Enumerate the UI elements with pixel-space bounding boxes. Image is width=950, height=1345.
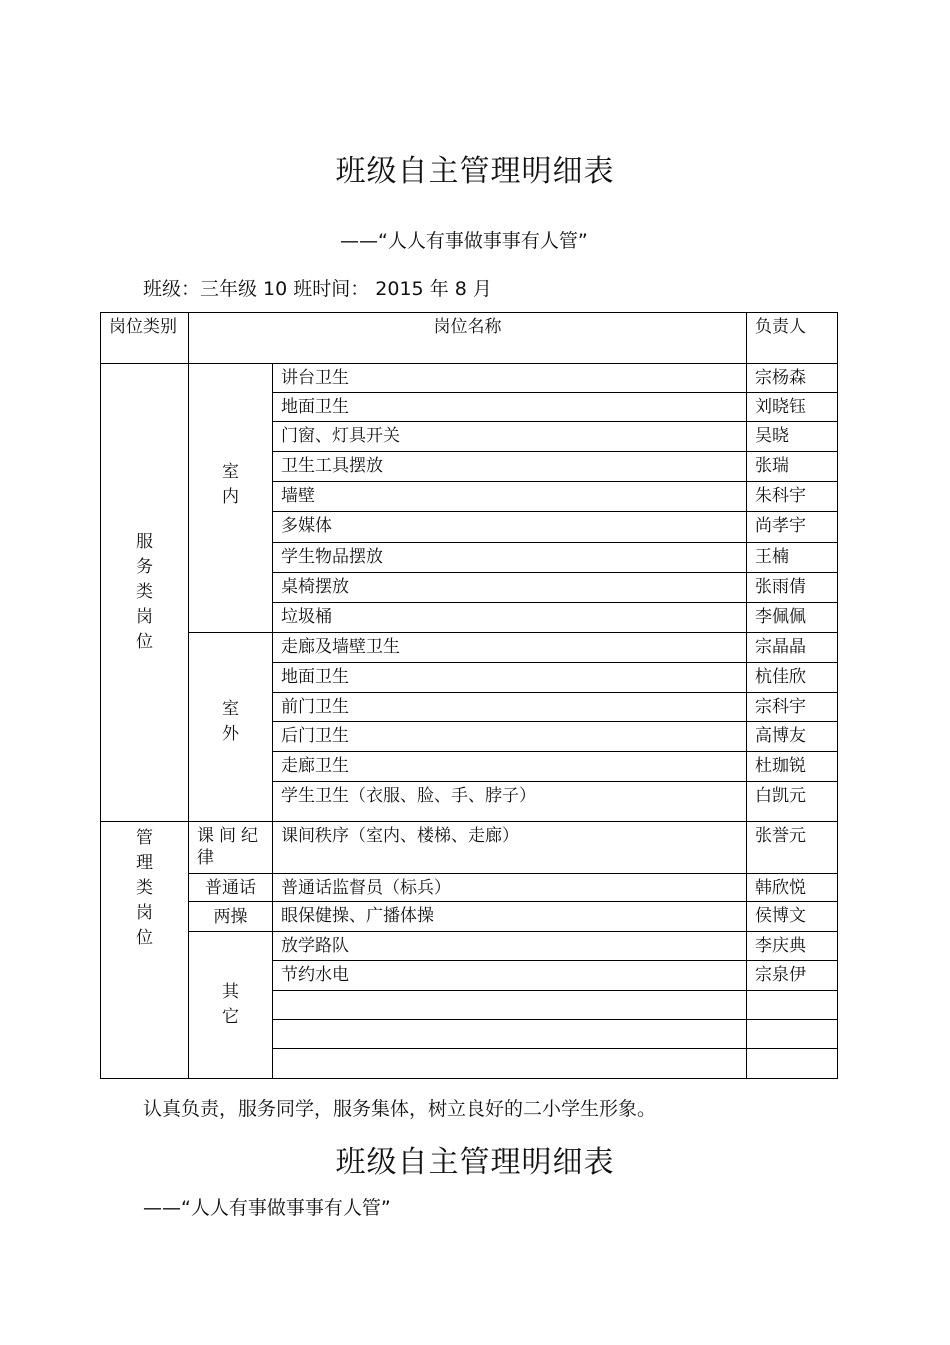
person-cell: 杜珈锐 [747,752,838,782]
header-category: 岗位类别 [101,313,189,364]
page-subtitle-repeat: ——“人人有事做事事有人管” [143,1197,391,1219]
position-cell: 地面卫生 [273,663,747,693]
position-cell: 放学路队 [273,932,747,961]
table-row [101,822,838,874]
header-position: 岗位名称 [189,313,747,364]
position-cell [273,1049,747,1079]
header-person: 负责人 [747,313,838,364]
person-cell: 吴晓 [747,422,838,452]
position-cell [273,1020,747,1049]
position-cell: 学生卫生（衣服、脸、手、脖子） [273,782,747,822]
page-title-repeat: 班级自主管理明细表 [335,1145,615,1180]
group-service: 服务类岗位 [101,364,189,822]
position-cell: 垃圾桶 [273,603,747,633]
position-cell: 前门卫生 [273,693,747,722]
subgroup-mandarin: 普通话 [189,874,273,902]
person-cell: 宗晶晶 [747,633,838,663]
subgroup-indoor: 室内 [189,364,273,633]
person-cell: 李佩佩 [747,603,838,633]
position-cell: 走廊及墙壁卫生 [273,633,747,663]
footer-note: 认真负责，服务同学，服务集体，树立良好的二小学生形象。 [143,1098,657,1120]
table-row [101,902,838,932]
page-subtitle: ——“人人有事做事事有人管” [340,230,588,252]
table-row [101,364,838,393]
position-cell: 走廊卫生 [273,752,747,782]
table-row [101,874,838,902]
table-row [101,932,838,961]
person-cell: 白凯元 [747,782,838,822]
position-cell [273,991,747,1020]
person-cell: 王楠 [747,543,838,573]
person-cell: 高博友 [747,722,838,752]
person-cell [747,1049,838,1079]
person-cell [747,1020,838,1049]
group-management: 管理类岗位 [101,822,189,1079]
person-cell: 宗泉伊 [747,961,838,991]
subgroup-exercise: 两操 [189,902,273,932]
table-row [101,633,838,663]
table-header-row [101,313,838,364]
person-cell: 尚孝宇 [747,512,838,543]
person-cell: 朱科宇 [747,482,838,512]
position-cell: 普通话监督员（标兵） [273,874,747,902]
position-cell: 桌椅摆放 [273,573,747,603]
position-cell: 课间秩序（室内、楼梯、走廊） [273,822,747,874]
subgroup-other: 其它 [189,932,273,1079]
person-cell: 韩欣悦 [747,874,838,902]
position-cell: 眼保健操、广播体操 [273,902,747,932]
person-cell: 张雨倩 [747,573,838,603]
position-cell: 卫生工具摆放 [273,452,747,482]
person-cell: 杭佳欣 [747,663,838,693]
position-cell: 节约水电 [273,961,747,991]
page-title: 班级自主管理明细表 [335,154,615,189]
person-cell: 宗杨森 [747,364,838,393]
subgroup-outdoor: 室外 [189,633,273,822]
position-cell: 门窗、灯具开关 [273,422,747,452]
position-cell: 多媒体 [273,512,747,543]
person-cell: 张瑞 [747,452,838,482]
position-cell: 墙壁 [273,482,747,512]
management-table [100,312,838,1079]
person-cell: 李庆典 [747,932,838,961]
position-cell: 学生物品摆放 [273,543,747,573]
person-cell [747,991,838,1020]
person-cell: 刘晓钰 [747,393,838,422]
person-cell: 张誉元 [747,822,838,874]
subgroup-discipline: 课间纪律 [189,822,273,874]
position-cell: 地面卫生 [273,393,747,422]
person-cell: 侯博文 [747,902,838,932]
position-cell: 后门卫生 [273,722,747,752]
person-cell: 宗科宇 [747,693,838,722]
position-cell: 讲台卫生 [273,364,747,393]
class-info-line: 班级：三年级 10 班时间： 2015 年 8 月 [143,278,492,300]
